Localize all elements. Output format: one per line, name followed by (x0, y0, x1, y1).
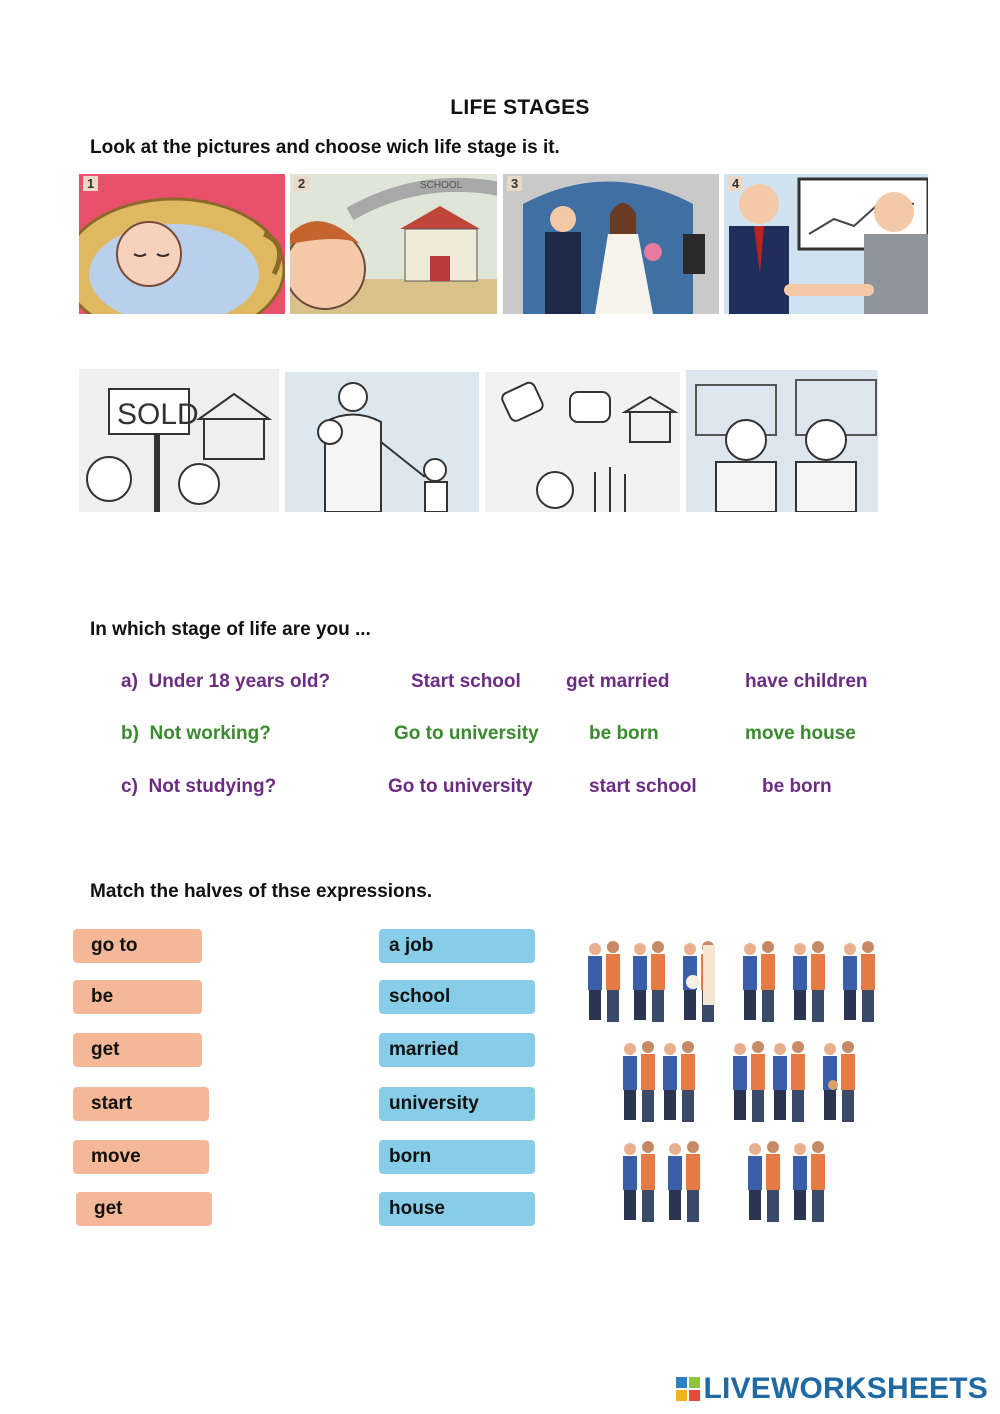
question-a: a) Under 18 years old? (121, 671, 331, 692)
brand-text: LIVEWORKSHEETS (703, 1372, 988, 1405)
old-couple-icon (686, 370, 878, 512)
graduation-celebration-icon (485, 372, 680, 512)
pictures-instruction: Look at the pictures and choose wich life stage is it. (90, 137, 560, 158)
school-building-icon (290, 174, 497, 314)
picture-3 (503, 174, 719, 314)
picture-1 (79, 174, 285, 314)
question-c: c) Not studying? (121, 776, 277, 797)
option-b-3[interactable]: move house (745, 723, 856, 744)
brand-logo[interactable] (676, 1372, 989, 1406)
picture-number: 3 (507, 176, 522, 191)
question-instruction: In which stage of life are you ... (90, 619, 371, 640)
match-right-6[interactable]: house (379, 1192, 535, 1226)
match-left-5[interactable]: move (73, 1140, 209, 1174)
match-left-6[interactable]: get (76, 1192, 212, 1226)
option-a-1[interactable]: Start school (411, 671, 521, 692)
option-c-1[interactable]: Go to university (388, 776, 533, 797)
option-b-2[interactable]: be born (589, 723, 659, 744)
match-right-2[interactable]: school (379, 980, 535, 1014)
picture-7 (485, 372, 680, 512)
match-left-1[interactable]: go to (73, 929, 202, 963)
question-b: b) Not working? (121, 723, 271, 744)
option-c-3[interactable]: be born (762, 776, 832, 797)
baby-in-basket-icon (79, 174, 285, 314)
match-left-3[interactable]: get (73, 1033, 202, 1067)
picture-number: 4 (728, 176, 743, 191)
families-illustration (583, 935, 883, 1230)
picture-6 (285, 372, 479, 512)
svg-text:SCHOOL: SCHOOL (420, 180, 463, 191)
match-right-4[interactable]: university (379, 1087, 535, 1121)
business-handshake-icon (724, 174, 928, 314)
match-left-2[interactable]: be (73, 980, 202, 1014)
option-b-1[interactable]: Go to university (394, 723, 539, 744)
match-right-1[interactable]: a job (379, 929, 535, 963)
families-icon (583, 935, 883, 1230)
picture-number: 2 (294, 176, 309, 191)
picture-5 (79, 369, 279, 512)
match-right-3[interactable]: married (379, 1033, 535, 1067)
wedding-couple-icon (503, 174, 719, 314)
sold-house-icon (79, 369, 279, 512)
match-instruction: Match the halves of thse expressions. (90, 881, 433, 902)
picture-8 (686, 370, 878, 512)
option-c-2[interactable]: start school (589, 776, 697, 797)
svg-text:SOLD: SOLD (117, 398, 199, 431)
picture-2 (290, 174, 497, 314)
match-left-4[interactable]: start (73, 1087, 209, 1121)
page-title: LIFE STAGES (450, 96, 590, 119)
option-a-2[interactable]: get married (566, 671, 670, 692)
picture-4 (724, 174, 928, 314)
liveworksheets-logo-icon (676, 1377, 700, 1401)
mother-with-children-icon (285, 372, 479, 512)
match-right-5[interactable]: born (379, 1140, 535, 1174)
picture-number: 1 (83, 176, 98, 191)
option-a-3[interactable]: have children (745, 671, 868, 692)
